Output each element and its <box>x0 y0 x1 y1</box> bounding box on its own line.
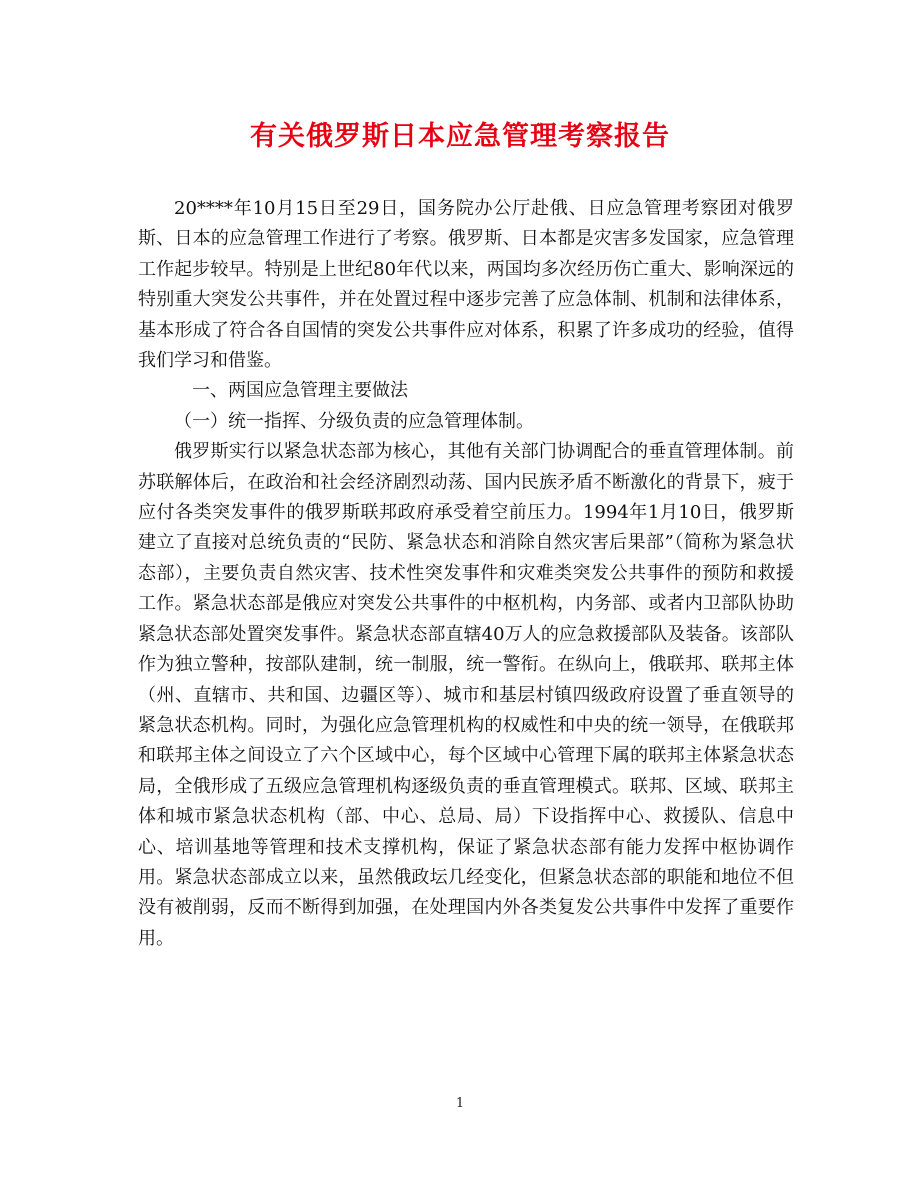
subsection-heading: （一）统一指挥、分级负责的应急管理体制。 <box>174 410 534 432</box>
body-paragraph: 俄罗斯实行以紧急状态部为核心，其他有关部门协调配合的垂直管理体制。前苏联解体后，在政治和社会经济剧烈动荡、国内民族矛盾不断激化的背景下，疲于应付各类突发事件的俄罗斯联邦政府承受着空前压力。1994年1月10日，俄罗斯建立了直接对总统负责的“民防、紧急状态和消除自然灾害后果部”（简称为紧急状态部），主要负责自然灾害、技术性突发事件和灾难类突发公共事件的预防和救援工作。紧急状态部是俄应对突发公共事件的中枢机构，内务部、或者内卫部队协助紧急状态部处置突发事件。紧急状态部直辖40万人的应急救援部队及装备。该部队作为独立警种，按部队建制，统一制服，统一警衔。在纵向上，俄联邦、联邦主体（州、直辖市、共和国、边疆区等）、城市和基层村镇四级政府设置了垂直领导的紧急状态机构。同时，为强化应急管理机构的权威性和中央的统一领导，在俄联邦和联邦主体之间设立了六个区域中心，每个区域中心管理下属的联邦主体紧急状态局，全俄形成了五级应急管理机构逐级负责的垂直管理模式。联邦、区域、联邦主体和城市紧急状态机构（部、中心、总局、局）下设指挥中心、救援队、信息中心、培训基地等管理和技术支撑机构，保证了紧急状态部有能力发挥中枢协调作用。紧急状态部成立以来，虽然俄政坛几经变化，但紧急状态部的职能和地位不但没有被削弱，反而不断得到加强，在处理国内外各类复发公共事件中发挥了重要作用。 <box>138 441 794 949</box>
section-heading: 一、两国应急管理主要做法 <box>192 380 408 402</box>
page-number: 1 <box>455 1096 465 1111</box>
document-body <box>138 194 794 954</box>
document-title: 有关俄罗斯日本应急管理考察报告 <box>250 121 670 152</box>
intro-paragraph: 20****年10月15日至29日，国务院办公厅赴俄、日应急管理考察团对俄罗斯、日本的应急管理工作进行了考察。俄罗斯、日本都是灾害多发国家，应急管理工作起步较早。特别是上世纪80年代以来，两国均多次经历伤亡重大、影响深远的特别重大突发公共事件，并在处置过程中逐步完善了应急体制、机制和法律体系，基本形成了符合各自国情的突发公共事件应对体系，积累了许多成功的经验，值得我们学习和借鉴。 <box>138 198 794 372</box>
